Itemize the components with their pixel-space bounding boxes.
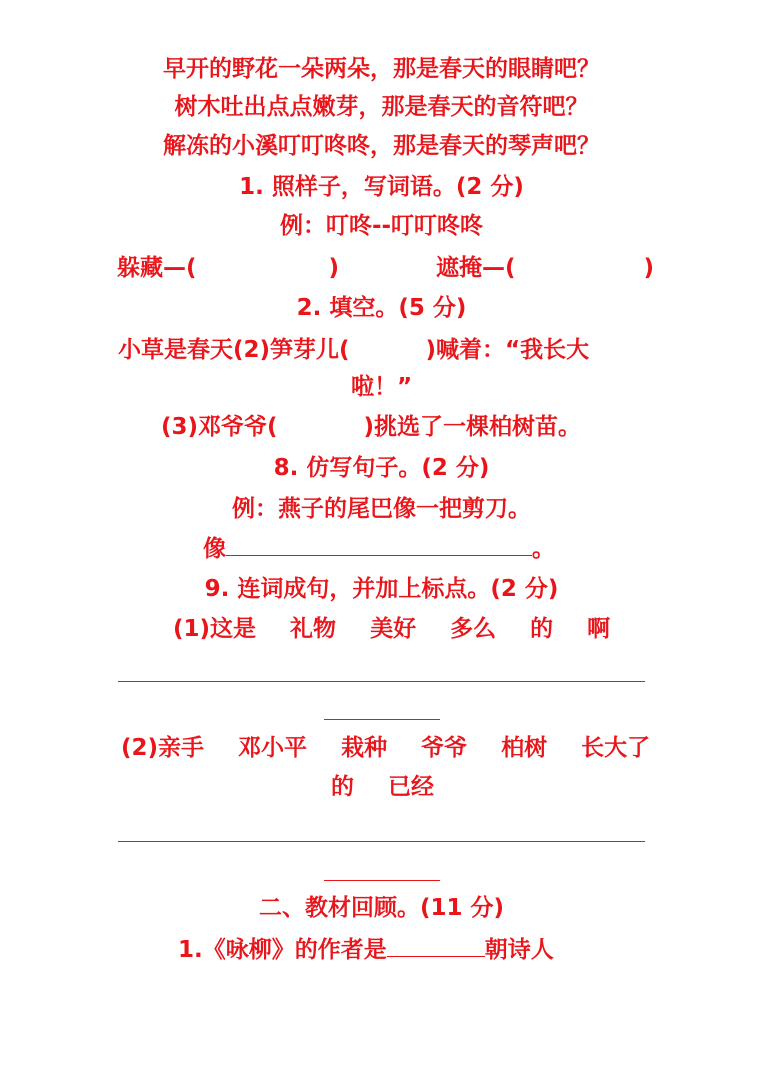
q2-sentence-2-prefix: 小草是春天(2)笋芽儿(	[118, 337, 350, 363]
q9-item-1-word: (1)这是	[173, 616, 257, 642]
q9-item-2-word: (2)亲手	[121, 735, 205, 761]
q9-item-2-word: 长大了	[581, 735, 651, 761]
q9-item-1-answer-line-cont[interactable]	[324, 719, 440, 720]
section-2-title: 二、教材回顾。(11 分)	[258, 895, 505, 921]
q9-item-1-word: 美好	[370, 616, 417, 642]
q9-item-2-words-cont	[331, 772, 434, 802]
q1-item-1	[117, 253, 339, 283]
q1-item-1-suffix: )	[328, 255, 340, 281]
section-2-q1	[178, 934, 554, 965]
section-2-q1-suffix: 朝诗人	[484, 937, 554, 963]
q8-answer-suffix: 。	[532, 536, 555, 562]
q9-item-1-word: 多么	[450, 616, 497, 642]
poem-line-3: 解冻的小溪叮叮咚咚，那是春天的琴声吧？	[163, 133, 600, 159]
q1-title: 1. 照样子，写词语。(2 分)	[239, 174, 524, 200]
q1-item-2	[436, 253, 654, 283]
q1-item-1-prefix: 躲藏—(	[117, 255, 197, 281]
section-2-q1-blank[interactable]	[387, 934, 485, 957]
q9-item-2-word: 柏树	[501, 735, 548, 761]
q9-item-1-word: 啊	[587, 616, 611, 642]
q2-title: 2. 填空。(5 分)	[296, 295, 467, 321]
q9-item-2-answer-line[interactable]	[118, 841, 645, 842]
q9-item-2-word: 已经	[388, 774, 435, 800]
q1-item-2-prefix: 遮掩—(	[436, 255, 516, 281]
q9-item-1-word: 的	[530, 616, 554, 642]
q9-title: 9. 连词成句，并加上标点。(2 分)	[204, 576, 559, 602]
q2-sentence-3-prefix: (3)邓爷爷(	[161, 414, 278, 440]
q9-item-2-words	[121, 733, 650, 763]
q1-example: 例：叮咚--叮叮咚咚	[279, 213, 484, 239]
q2-sentence-2-cont: 啦！”	[350, 374, 413, 400]
poem-line-2: 树木吐出点点嫩芽，那是春天的音符吧？	[174, 94, 589, 120]
q8-title: 8. 仿写句子。(2 分)	[273, 455, 490, 481]
q9-item-1-word: 礼物	[290, 616, 337, 642]
q9-item-1-words	[173, 614, 610, 644]
q2-sentence-2-suffix: )喊着：“我长大	[425, 337, 590, 363]
q9-item-1-answer-line[interactable]	[118, 681, 645, 682]
q1-item-2-suffix: )	[643, 255, 655, 281]
q2-sentence-3	[161, 412, 581, 442]
q2-sentence-2	[118, 335, 589, 365]
q9-item-2-word: 的	[331, 774, 354, 800]
q2-sentence-3-suffix: )挑选了一棵柏树苗。	[363, 414, 582, 440]
q9-item-2-word: 邓小平	[238, 735, 308, 761]
q8-answer-prefix: 像	[203, 536, 226, 562]
q9-item-2-word: 栽种	[341, 735, 388, 761]
q8-answer-line	[203, 533, 555, 564]
q9-item-2-answer-line-cont[interactable]	[324, 880, 440, 881]
section-2-q1-prefix: 1.《咏柳》的作者是	[178, 937, 387, 963]
q9-item-2-word: 爷爷	[421, 735, 468, 761]
poem-line-1: 早开的野花一朵两朵，那是春天的眼睛吧？	[163, 56, 600, 82]
q8-example: 例：燕子的尾巴像一把剪刀。	[232, 496, 531, 522]
q8-answer-blank[interactable]	[226, 533, 532, 556]
